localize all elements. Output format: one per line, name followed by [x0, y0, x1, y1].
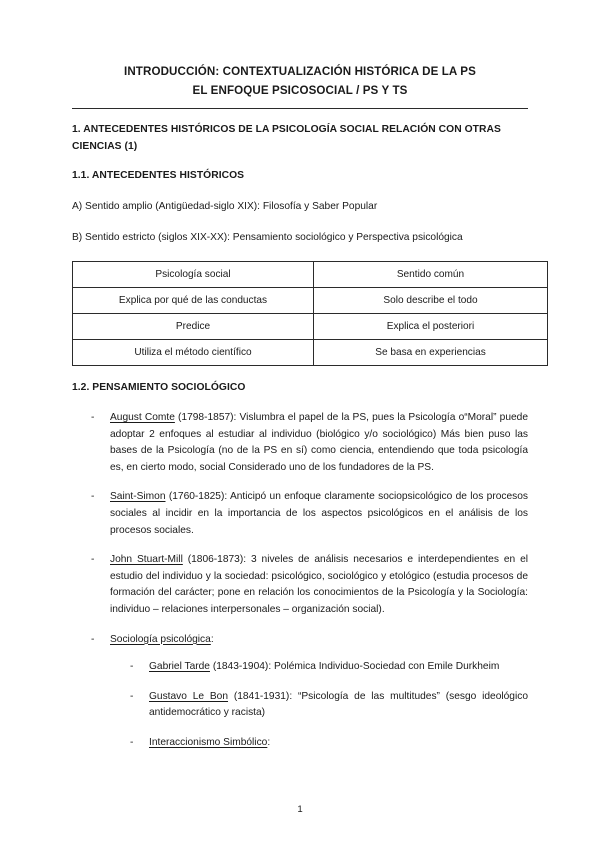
entry-name: Sociología psicológica [110, 633, 211, 645]
entry-text: (1760-1825): Anticipó un enfoque claramente sociopsicológico de los procesos sociales al incidir en la importancia de los aspectos psicológicos en el análisis de los procesos sociales. [110, 491, 528, 536]
table-cell-left: Predice [73, 314, 314, 340]
list-item-sociologia-psicologica [72, 632, 528, 649]
bullet-dash: - [91, 633, 95, 645]
entry-text: (1843-1904): Polémica Individuo-Sociedad con Emile Durkheim [209, 661, 500, 673]
entry-name: Gabriel Tarde [149, 661, 210, 673]
bullet-dash: - [91, 412, 95, 423]
table-row [73, 262, 548, 288]
entry-text: (1841-1931): “Psicología de las multitudes” (sesgo ideológico antidemocrático y racista) [149, 690, 528, 719]
sociologia-psicologica-sublist-container [72, 659, 528, 751]
entry-text: : [267, 736, 271, 748]
table-cell-left: Psicología social [73, 262, 314, 288]
table-cell-right: Se basa en experiencias [314, 340, 548, 366]
entry-name: Saint-Simon [110, 491, 166, 503]
entry-name: Interaccionismo Simbólico [149, 736, 268, 748]
document-title-line-1: INTRODUCCIÓN: CONTEXTUALIZACIÓN HISTÓRICA DE LA PS [124, 65, 476, 78]
document-title [72, 62, 528, 100]
page-number: 1 [297, 804, 303, 815]
list-item-john-stuart-mill [72, 552, 528, 618]
bullet-dash: - [91, 491, 95, 503]
bullet-dash: - [130, 661, 134, 673]
entry-text: : [210, 633, 214, 645]
bullet-dash: - [91, 554, 95, 566]
section-1-1-heading: 1.1. ANTECEDENTES HISTÓRICOS [72, 170, 245, 181]
list-item-gustavo-le-bon [72, 689, 528, 722]
sociologists-list [72, 410, 528, 752]
entry-name: August Comte [110, 412, 175, 423]
sociologia-psicologica-sublist [72, 659, 528, 751]
bullet-dash: - [130, 690, 134, 702]
table-cell-right: Explica el posteriori [314, 314, 548, 340]
title-divider [72, 108, 528, 109]
table-row [73, 288, 548, 314]
table-cell-right: Sentido común [314, 262, 548, 288]
paragraph-item-a: A) Sentido amplio (Antigüedad-siglo XIX): Filosofía y Saber Popular [72, 201, 378, 212]
list-item-gabriel-tarde [72, 659, 528, 676]
table-cell-left: Utiliza el método científico [73, 340, 314, 366]
list-item-august-comte [72, 410, 528, 476]
table-cell-left: Explica por qué de las conductas [73, 288, 314, 314]
table-cell-right: Solo describe el todo [314, 288, 548, 314]
list-item-interaccionismo-simbolico [72, 735, 528, 752]
document-title-line-2: EL ENFOQUE PSICOSOCIAL / PS Y TS [192, 84, 408, 97]
entry-text: (1806-1873): 3 niveles de análisis necesarios e interdependientes en el estudio del individuo y la sociedad: psicológico, sociológico y etológico (estudia procesos de formación del carácter; pone en relación los conocimientos de la Psicología y la Sociología: individuo – relaciones interpersonales – organización social). [110, 554, 528, 615]
bullet-dash: - [130, 736, 134, 748]
section-1-heading: 1. ANTECEDENTES HISTÓRICOS DE LA PSICOLOGÍA SOCIAL RELACIÓN CON OTRAS CIENCIAS (1) [72, 124, 501, 152]
comparison-table [72, 261, 548, 366]
entry-text: (1798-1857): Vislumbra el papel de la PS, pues la Psicología o“Moral” puede adoptar 2 enfoques al estudiar al individuo (biológico y/o sociológico) Más bien puso las bases de la Psicología (no de la PS en sí) como ciencia, entendiendo que toda psicología es, en cierto modo, social Considerado uno de los fundadores de la PS. [110, 412, 528, 473]
table-row [73, 314, 548, 340]
section-1-2-heading: 1.2. PENSAMIENTO SOCIOLÓGICO [72, 382, 246, 393]
paragraph-item-b: B) Sentido estricto (siglos XIX-XX): Pensamiento sociológico y Perspectiva psicológica [72, 232, 463, 243]
table-row [73, 340, 548, 366]
entry-name: Gustavo Le Bon [149, 690, 229, 702]
list-item-saint-simon [72, 489, 528, 539]
entry-name: John Stuart-Mill [110, 554, 183, 566]
